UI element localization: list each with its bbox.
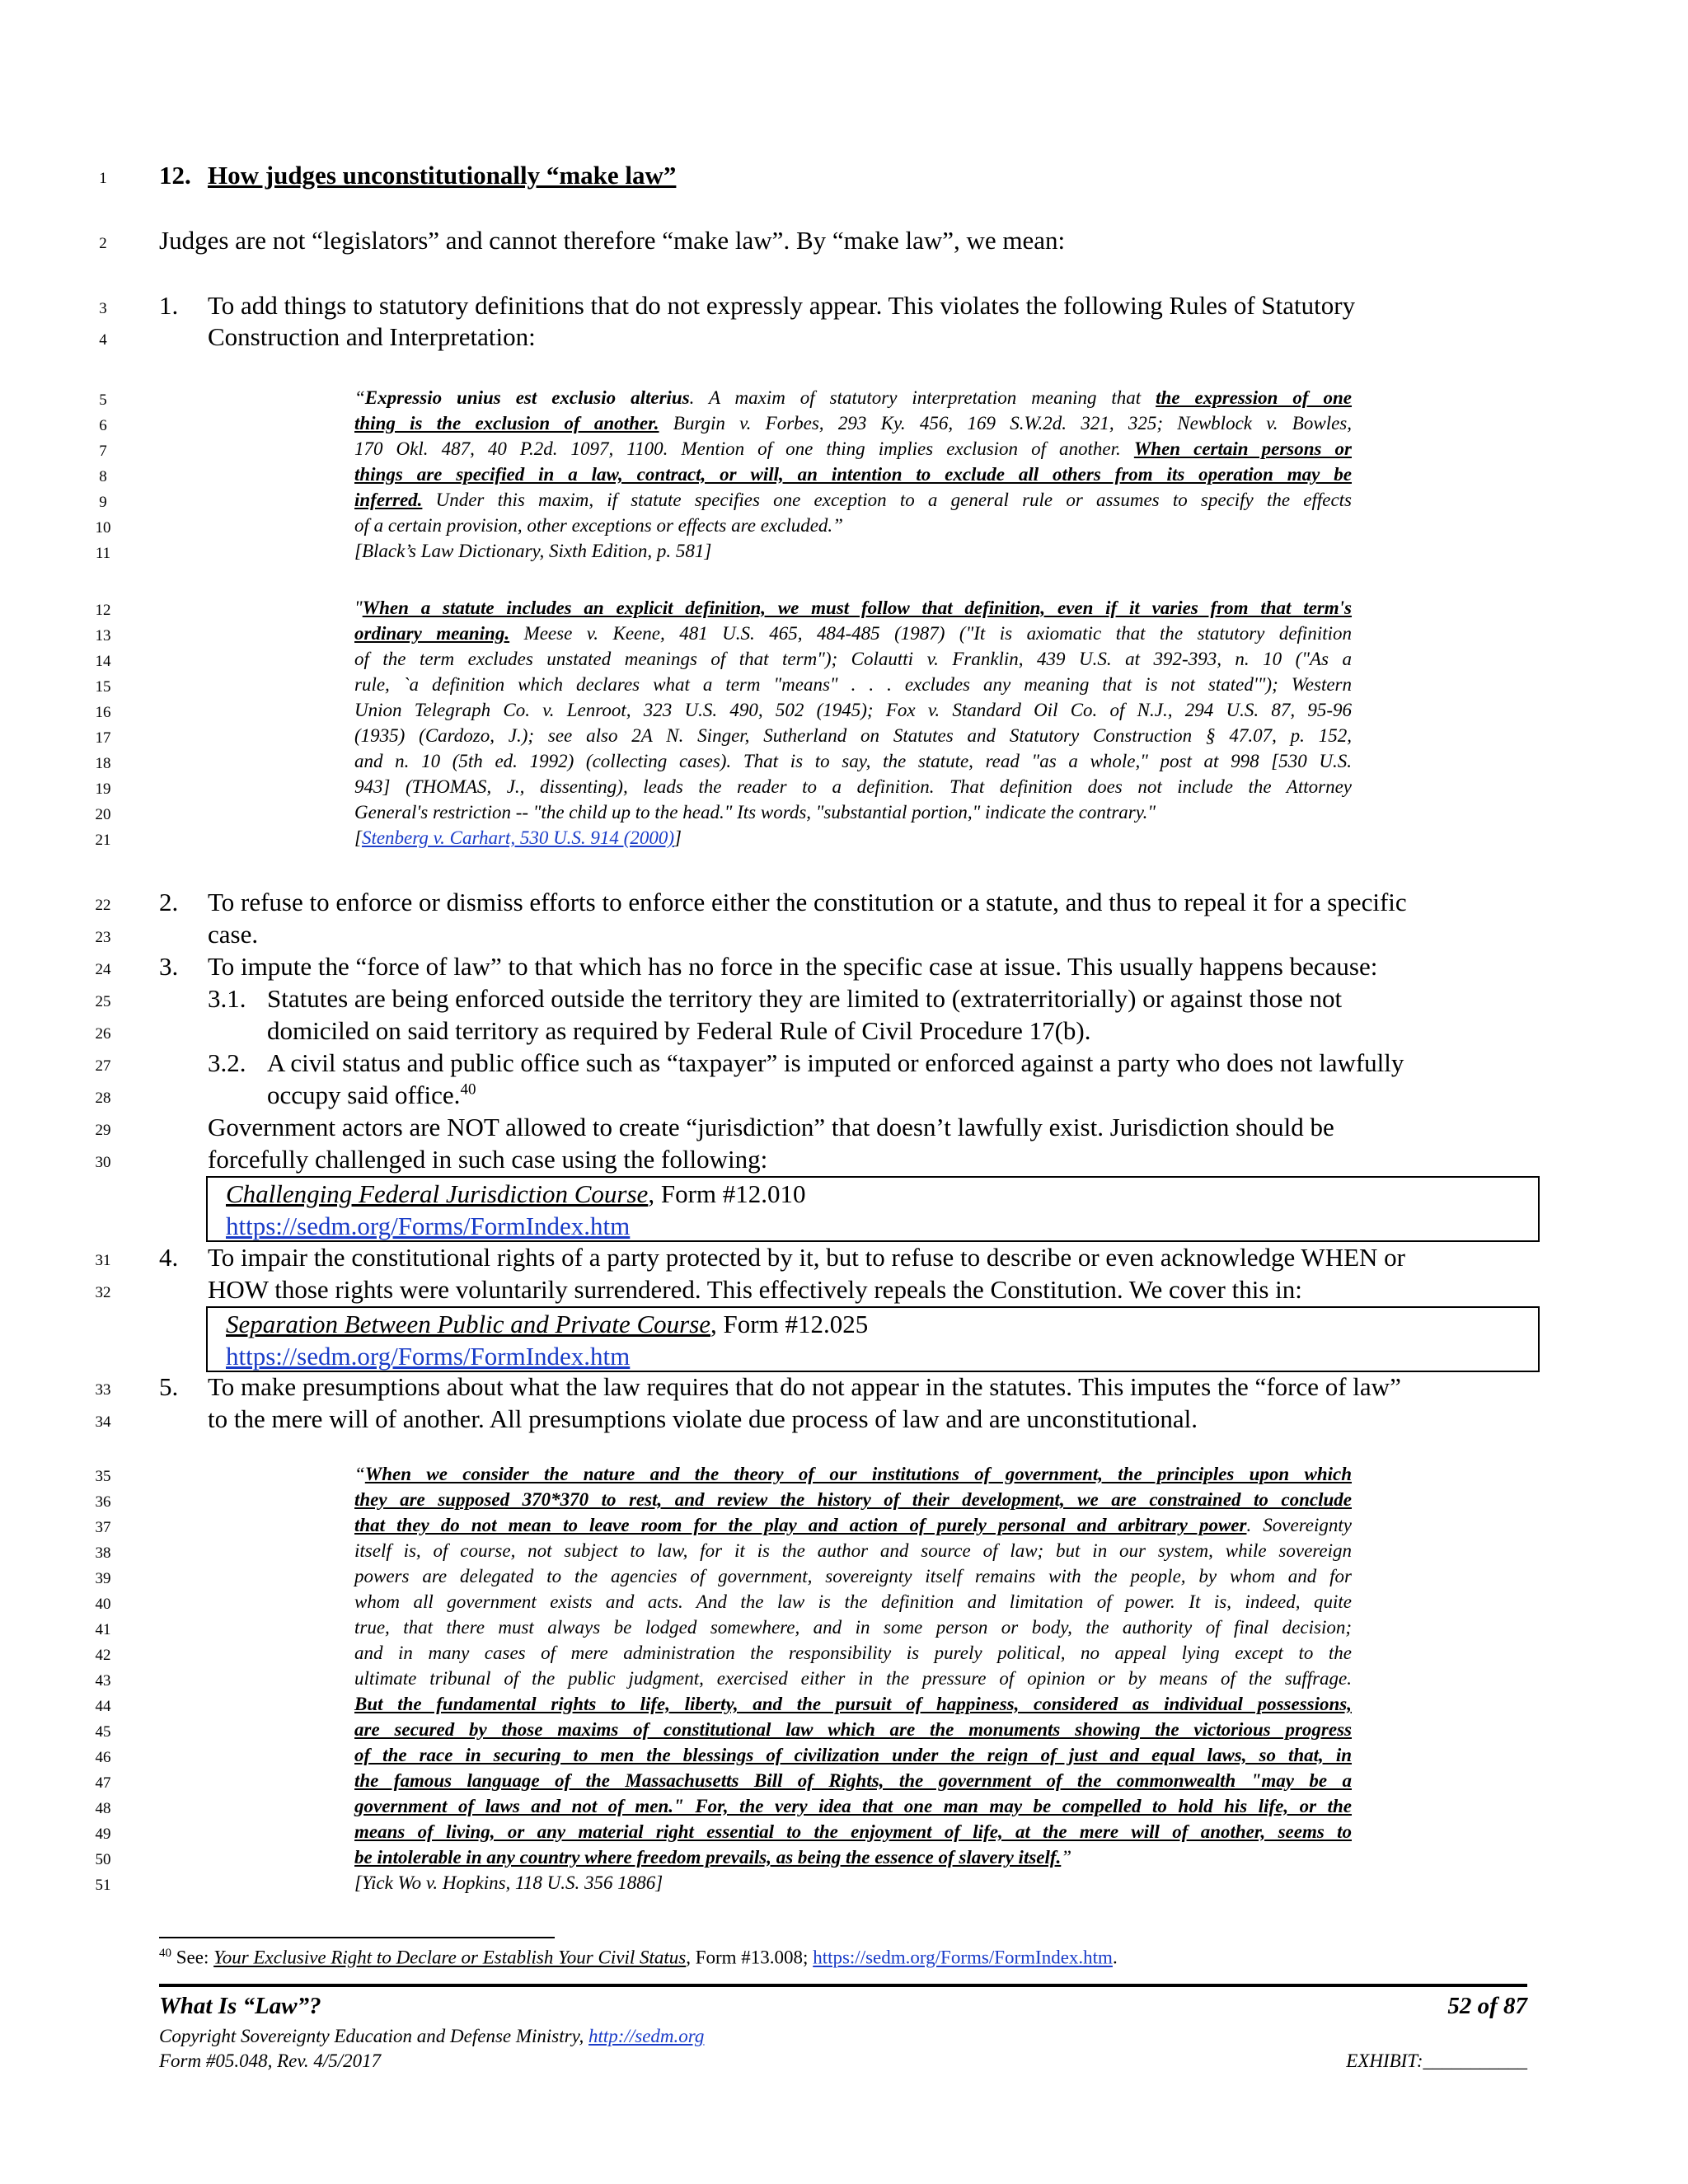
quote-line: (1935) (Cardozo, J.); see also 2A N. Singer, Sutherland on Statutes and Statutory Construction § 47.07, p. 152, bbox=[354, 725, 1352, 746]
quote-line: inferred. Under this maxim, if statute specifies one exception to a general rule or assumes to specify the effects bbox=[354, 490, 1352, 510]
line-number: 30 bbox=[95, 1154, 111, 1171]
quote-citation: [Black’s Law Dictionary, Sixth Edition, p. 581] bbox=[354, 541, 712, 561]
line-number: 47 bbox=[95, 1774, 111, 1792]
line-number: 34 bbox=[95, 1413, 111, 1431]
footer-form-number: Form #05.048, Rev. 4/5/2017 bbox=[159, 2050, 382, 2071]
reference-box: Challenging Federal Jurisdiction Course, Form #12.010 https://sedm.org/Forms/FormIndex.htm bbox=[206, 1176, 1540, 1242]
form-index-link[interactable]: https://sedm.org/Forms/FormIndex.htm bbox=[226, 1342, 631, 1371]
quote-line: and in many cases of mere administration the responsibility is purely political, no appeal lying except to the bbox=[354, 1643, 1352, 1663]
line-number: 22 bbox=[95, 897, 111, 914]
reference-box: Separation Between Public and Private Course, Form #12.025 https://sedm.org/Forms/FormIndex.htm bbox=[206, 1306, 1540, 1372]
quote-line: Union Telegraph Co. v. Lenroot, 323 U.S. 490, 502 (1945); Fox v. Standard Oil Co. of N.J., 294 U.S. 87, 95-96 bbox=[354, 700, 1352, 720]
line-number: 14 bbox=[95, 653, 111, 670]
sub-item-text: occupy said office.$^{40}$ bbox=[267, 1080, 476, 1109]
list-item-number: 5. bbox=[159, 1372, 179, 1401]
list-item-text: To add things to statutory definitions that do not expressly appear. This violates the following Rules of Statutory bbox=[208, 291, 1356, 320]
line-number: 13 bbox=[95, 627, 111, 644]
line-number: 9 bbox=[99, 494, 107, 511]
quote-line: ordinary meaning. Meese v. Keene, 481 U.S. 465, 484-485 (1987) ("It is axiomatic that the statutory definition bbox=[354, 623, 1352, 644]
line-number: 16 bbox=[95, 704, 111, 721]
quote-line: are secured by those maxims of constitutional law which are the monuments showing the victorious progress bbox=[354, 1719, 1352, 1740]
line-number: 1 bbox=[99, 170, 107, 187]
line-number: 50 bbox=[95, 1851, 111, 1868]
list-item-number: 1. bbox=[159, 291, 179, 320]
line-number: 10 bbox=[95, 519, 111, 537]
list-item-text: To impair the constitutional rights of a party protected by it, but to refuse to describe or even acknowledge WHEN or bbox=[208, 1243, 1405, 1272]
quote-line: rule, `a definition which declares what a term "means" . . . excludes any meaning that is not stated'"); Western bbox=[354, 674, 1352, 695]
quote-line: "When a statute includes an explicit definition, we must follow that definition, even if it varies from that term's bbox=[354, 598, 1352, 618]
line-number: 45 bbox=[95, 1723, 111, 1741]
footnote-title[interactable]: Your Exclusive Right to Declare or Establish Your Civil Status bbox=[213, 1947, 687, 1968]
quote-line: true, that there must always be lodged somewhere, and in some person or body, the authority of final decision; bbox=[354, 1617, 1352, 1638]
quote-line: of a certain provision, other exceptions or effects are excluded.” bbox=[354, 515, 843, 536]
section-title: How judges unconstitutionally “make law” bbox=[208, 161, 677, 190]
list-item-text: case. bbox=[208, 920, 259, 949]
list-item-text: Construction and Interpretation: bbox=[208, 322, 536, 351]
list-item-number: 3. bbox=[159, 952, 179, 981]
sub-item-text: Statutes are being enforced outside the territory they are limited to (extraterritorially) or against those not bbox=[267, 984, 1343, 1013]
quote-line: they are supposed 370*370 to rest, and review the history of their development, we are constrained to conclude bbox=[354, 1489, 1352, 1510]
sedm-link[interactable]: http://sedm.org bbox=[588, 2026, 705, 2046]
line-number: 26 bbox=[95, 1025, 111, 1043]
line-number: 40 bbox=[95, 1596, 111, 1613]
line-number: 41 bbox=[95, 1621, 111, 1638]
quote-line: things are specified in a law, contract, or will, an intention to exclude all others from its operation may be bbox=[354, 464, 1352, 485]
line-number: 28 bbox=[95, 1090, 111, 1107]
line-number: 48 bbox=[95, 1800, 111, 1817]
course-title[interactable]: Challenging Federal Jurisdiction Course bbox=[226, 1179, 649, 1208]
quote-line: government of laws and not of men." For, the very idea that one man may be compelled to hold his life, or the bbox=[354, 1796, 1352, 1816]
quote-line: of the race in securing to men the blessings of civilization under the reign of just and equal laws, so that, in bbox=[354, 1745, 1352, 1765]
line-number: 37 bbox=[95, 1519, 111, 1536]
sub-item-number: 3.1. bbox=[208, 984, 246, 1013]
quote-line: powers are delegated to the agencies of government, sovereignty itself remains with the people, by whom and for bbox=[354, 1566, 1352, 1586]
line-number: 7 bbox=[99, 443, 107, 460]
quote-line: itself is, of course, not subject to law, for it is the author and source of law; but in our system, while sovereign bbox=[354, 1540, 1352, 1561]
sub-item-text: domiciled on said territory as required by Federal Rule of Civil Procedure 17(b). bbox=[267, 1016, 1091, 1045]
quote-line: ultimate tribunal of the public judgment, exercised either in the pressure of opinion or by means of the suffrage. bbox=[354, 1668, 1352, 1689]
quote-line: be intolerable in any country where freedom prevails, as being the essence of slavery itself.” bbox=[354, 1847, 1072, 1868]
quote-line: General's restriction -- "the child up to the head." Its words, "substantial portion," indicate the contrary." bbox=[354, 802, 1156, 823]
line-number: 6 bbox=[99, 417, 107, 434]
line-number: 49 bbox=[95, 1825, 111, 1843]
line-number: 17 bbox=[95, 729, 111, 747]
line-number: 11 bbox=[95, 545, 111, 562]
list-item-text: to the mere will of another. All presumptions violate due process of law and are unconstitutional. bbox=[208, 1404, 1198, 1433]
quote-citation: [Yick Wo v. Hopkins, 118 U.S. 356 1886] bbox=[354, 1872, 663, 1893]
list-item-text: To refuse to enforce or dismiss efforts to enforce either the constitution or a statute, and thus to repeal it for a specific bbox=[208, 888, 1407, 916]
list-item-number: 2. bbox=[159, 888, 179, 916]
line-number: 43 bbox=[95, 1672, 111, 1690]
line-number: 25 bbox=[95, 993, 111, 1010]
line-number: 15 bbox=[95, 678, 111, 696]
footer-doc-title: What Is “Law”? bbox=[159, 1993, 321, 2019]
line-number: 44 bbox=[95, 1698, 111, 1715]
quote-line: “When we consider the nature and the theory of our institutions of government, the principles upon which bbox=[354, 1464, 1352, 1484]
line-number: 20 bbox=[95, 806, 111, 823]
quote-line: of the term excludes unstated meanings of that term"); Colautti v. Franklin, 439 U.S. at 392-393, n. 10 ("As a bbox=[354, 649, 1352, 669]
line-number: 21 bbox=[95, 832, 111, 849]
footnote: $^{40}$ See: Your Exclusive Right to Declare or Establish Your Civil Status, Form #13.008; https://sedm.org/Forms/FormIndex.htm. bbox=[159, 1947, 1118, 1968]
section-number: 12. bbox=[159, 161, 191, 190]
sub-item-number: 3.2. bbox=[208, 1048, 246, 1077]
quote-line: But the fundamental rights to life, liberty, and the pursuit of happiness, considered as individual possessions, bbox=[354, 1694, 1352, 1714]
stenberg-citation-link[interactable]: Stenberg v. Carhart, 530 U.S. 914 (2000) bbox=[361, 827, 675, 848]
line-number: 24 bbox=[95, 961, 111, 978]
quote-line: 170 Okl. 487, 40 P.2d. 1097, 1100. Mention of one thing implies exclusion of another. When certain persons or bbox=[354, 438, 1352, 459]
list-item-number: 4. bbox=[159, 1243, 179, 1272]
line-number: 29 bbox=[95, 1122, 111, 1139]
quote-line: 943] (THOMAS, J., dissenting), leads the reader to a definition. That definition does not include the Attorney bbox=[354, 776, 1352, 797]
line-number: 4 bbox=[99, 331, 107, 349]
list-item-text: HOW those rights were voluntarily surrendered. This effectively repeals the Constitution. We cover this in: bbox=[208, 1275, 1302, 1304]
footnote-ref[interactable]: 40 bbox=[460, 1080, 476, 1099]
quote-line: that they do not mean to leave room for the play and action of purely personal and arbitrary power. Sovereignty bbox=[354, 1515, 1352, 1535]
footer-rule bbox=[159, 1984, 1527, 1987]
line-number: 36 bbox=[95, 1493, 111, 1511]
form-index-link[interactable]: https://sedm.org/Forms/FormIndex.htm bbox=[226, 1212, 631, 1240]
line-number: 5 bbox=[99, 391, 107, 409]
line-number: 42 bbox=[95, 1647, 111, 1664]
quote-line: the famous language of the Massachusetts Bill of Rights, the government of the commonwealth "may be a bbox=[354, 1770, 1352, 1791]
line-number: 33 bbox=[95, 1381, 111, 1399]
line-number: 46 bbox=[95, 1749, 111, 1766]
list-item-text: To impute the “force of law” to that which has no force in the specific case at issue. This usually happens because: bbox=[208, 952, 1378, 981]
list-item-text: forcefully challenged in such case using the following: bbox=[208, 1145, 768, 1174]
line-number: 18 bbox=[95, 755, 111, 772]
footnote-separator bbox=[159, 1937, 555, 1938]
line-number: 31 bbox=[95, 1252, 111, 1269]
footer-page-number: 52 of 87 bbox=[1447, 1993, 1527, 2019]
line-number: 3 bbox=[99, 300, 107, 317]
line-number: 32 bbox=[95, 1284, 111, 1301]
quote-line: thing is the exclusion of another. Burgin v. Forbes, 293 Ky. 456, 169 S.W.2d. 321, 325; Newblock v. Bowles, bbox=[354, 413, 1352, 434]
line-number: 27 bbox=[95, 1057, 111, 1075]
course-title[interactable]: Separation Between Public and Private Course bbox=[226, 1310, 711, 1338]
line-number: 39 bbox=[95, 1570, 111, 1587]
footnote-link[interactable]: https://sedm.org/Forms/FormIndex.htm bbox=[813, 1947, 1113, 1968]
list-item-text: To make presumptions about what the law requires that do not appear in the statutes. This imputes the “force of law” bbox=[208, 1372, 1401, 1401]
line-number: 23 bbox=[95, 929, 111, 946]
quote-citation: [Stenberg v. Carhart, 530 U.S. 914 (2000)] bbox=[354, 827, 682, 848]
line-number: 12 bbox=[95, 602, 111, 619]
line-number: 35 bbox=[95, 1468, 111, 1485]
quote-line: and n. 10 (5th ed. 1992) (collecting cases). That is to say, the statute, read "as a whole," post at 998 [530 U.S. bbox=[354, 751, 1352, 771]
footer-copyright: Copyright Sovereignty Education and Defense Ministry, http://sedm.org bbox=[159, 2026, 705, 2046]
line-number: 19 bbox=[95, 780, 111, 798]
sub-item-text: A civil status and public office such as “taxpayer” is imputed or enforced against a party who does not lawfully bbox=[267, 1048, 1404, 1077]
line-number: 51 bbox=[95, 1877, 111, 1894]
line-number: 38 bbox=[95, 1544, 111, 1562]
quote-line: “Expressio unius est exclusio alterius. A maxim of statutory interpretation meaning that the expression of one bbox=[354, 387, 1352, 408]
line-number: 8 bbox=[99, 468, 107, 485]
footer-exhibit: EXHIBIT:___________ bbox=[1346, 2050, 1527, 2071]
quote-line: whom all government exists and acts. And the law is the definition and limitation of power. It is, indeed, quite bbox=[354, 1591, 1352, 1612]
quote-line: means of living, or any material right essential to the enjoyment of life, at the mere will of another, seems to bbox=[354, 1821, 1352, 1842]
line-number: 2 bbox=[99, 235, 107, 252]
intro-paragraph: Judges are not “legislators” and cannot therefore “make law”. By “make law”, we mean: bbox=[159, 226, 1066, 255]
list-item-text: Government actors are NOT allowed to create “jurisdiction” that doesn’t lawfully exist. Jurisdiction should be bbox=[208, 1113, 1334, 1141]
